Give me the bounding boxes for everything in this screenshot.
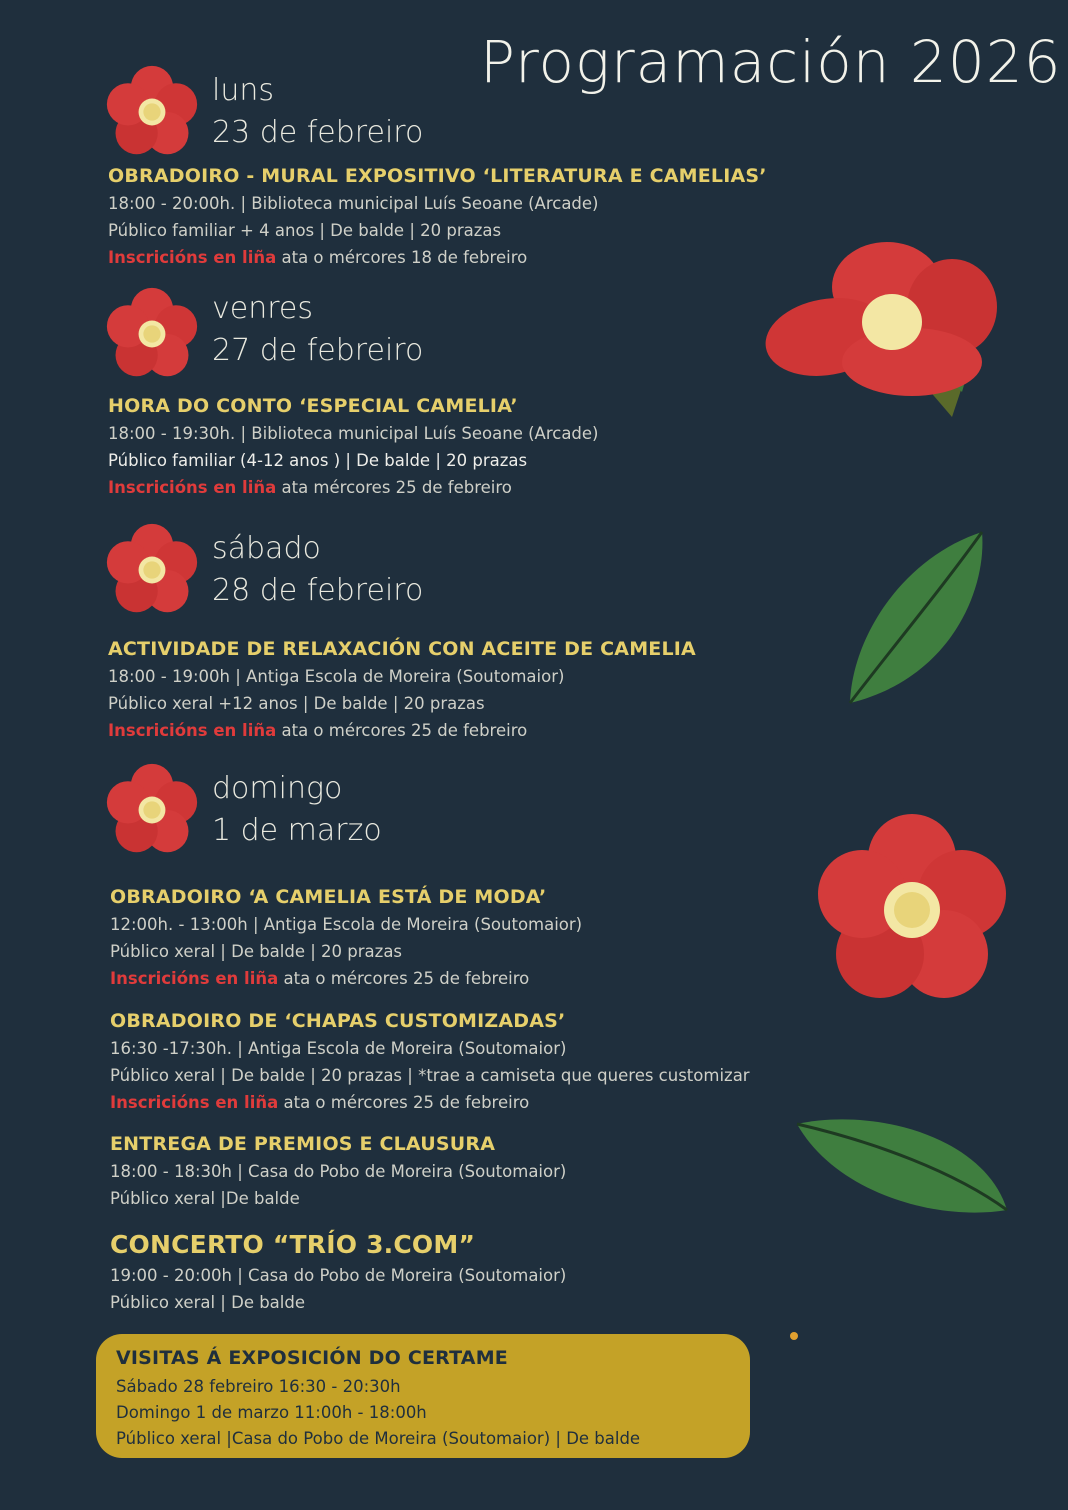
registration-link[interactable]: Inscricións en liña	[108, 248, 277, 267]
day-date: 28 de febreiro	[212, 573, 424, 608]
camellia-flower-icon	[104, 522, 200, 618]
camellia-flower-icon	[104, 762, 200, 858]
page-title: Programación 2026	[480, 28, 1062, 96]
registration-link[interactable]: Inscricións en liña	[108, 721, 277, 740]
day-weekday: luns	[212, 73, 274, 108]
visits-line: Público xeral |Casa do Pobo de Moreira (Soutomaior) | De balde	[116, 1429, 641, 1448]
event-block	[108, 162, 767, 271]
camellia-leaf-icon	[795, 1112, 1010, 1217]
day-date: 23 de febreiro	[212, 115, 424, 150]
registration-link[interactable]: Inscricións en liña	[110, 1093, 279, 1112]
day-heading	[212, 528, 423, 612]
registration-link[interactable]: Inscricións en liña	[110, 969, 279, 988]
event-block	[110, 1130, 566, 1212]
event-registration	[110, 1089, 750, 1116]
event-audience: Público familiar (4-12 anos ) | De balde | 20 prazas	[108, 451, 528, 470]
event-registration	[108, 717, 696, 744]
day-date: 1 de marzo	[212, 813, 382, 848]
day-heading	[212, 768, 382, 852]
event-title: ENTREGA DE PREMIOS E CLAUSURA	[110, 1133, 496, 1155]
day-heading	[212, 70, 423, 154]
event-block	[108, 635, 696, 744]
event-title: HORA DO CONTO ‘ESPECIAL CAMELIA’	[108, 395, 518, 417]
event-block	[110, 883, 582, 992]
dot-icon	[788, 1330, 800, 1342]
day-weekday: sábado	[212, 531, 321, 566]
event-title: ACTIVIDADE DE RELAXACIÓN CON ACEITE DE CAMELIA	[108, 638, 696, 660]
event-audience: Público familiar + 4 anos | De balde | 20 prazas	[108, 221, 502, 240]
camellia-flower-large-icon	[808, 810, 1016, 1010]
visits-line: Domingo 1 de marzo 11:00h - 18:00h	[116, 1403, 427, 1422]
registration-deadline: ata o mércores 25 de febreiro	[278, 969, 530, 988]
event-audience: Público xeral | De balde	[110, 1293, 306, 1312]
registration-deadline: ata o mércores 18 de febreiro	[276, 248, 528, 267]
event-title: OBRADOIRO ‘A CAMELIA ESTÁ DE MODA’	[110, 886, 547, 908]
event-title: OBRADOIRO DE ‘CHAPAS CUSTOMIZADAS’	[110, 1010, 566, 1032]
event-registration	[110, 965, 582, 992]
camellia-leaf-icon	[842, 528, 987, 706]
event-time: 18:00 - 19:30h. | Biblioteca municipal Luís Seoane (Arcade)	[108, 424, 599, 443]
day-heading	[212, 288, 423, 372]
event-registration	[108, 244, 767, 271]
day-date: 27 de febreiro	[212, 333, 424, 368]
event-title: CONCERTO “TRÍO 3.COM”	[110, 1230, 476, 1259]
event-audience: Público xeral +12 anos | De balde | 20 prazas	[108, 694, 485, 713]
registration-deadline: ata o mércores 25 de febreiro	[278, 1093, 530, 1112]
day-weekday: domingo	[212, 771, 343, 806]
event-time: 18:00 - 20:00h. | Biblioteca municipal Luís Seoane (Arcade)	[108, 194, 599, 213]
event-time: 19:00 - 20:00h | Casa do Pobo de Moreira (Soutomaior)	[110, 1266, 567, 1285]
event-time: 16:30 -17:30h. | Antiga Escola de Moreira (Soutomaior)	[110, 1039, 567, 1058]
registration-link[interactable]: Inscricións en liña	[108, 478, 277, 497]
event-time: 12:00h. - 13:00h | Antiga Escola de Moreira (Soutomaior)	[110, 915, 583, 934]
event-time: 18:00 - 18:30h | Casa do Pobo de Moreira (Soutomaior)	[110, 1162, 567, 1181]
registration-deadline: ata mércores 25 de febreiro	[276, 478, 512, 497]
event-registration	[108, 474, 599, 501]
visits-line: Sábado 28 febreiro 16:30 - 20:30h	[116, 1377, 401, 1396]
camellia-flower-icon	[104, 286, 200, 382]
event-audience: Público xeral |De balde	[110, 1189, 300, 1208]
event-audience: Público xeral | De balde | 20 prazas | *trae a camiseta que queres customizar	[110, 1066, 750, 1085]
event-audience: Público xeral | De balde | 20 prazas	[110, 942, 403, 961]
registration-deadline: ata o mércores 25 de febreiro	[276, 721, 528, 740]
camellia-flower-side-icon	[762, 232, 1002, 422]
day-weekday: venres	[212, 291, 313, 326]
event-block	[110, 1007, 750, 1116]
event-time: 18:00 - 19:00h | Antiga Escola de Moreira (Soutomaior)	[108, 667, 565, 686]
camellia-flower-icon	[104, 64, 200, 160]
event-title: OBRADOIRO - MURAL EXPOSITIVO ‘LITERATURA E CAMELIAS’	[108, 165, 767, 187]
visits-box	[96, 1334, 750, 1458]
event-block	[110, 1228, 566, 1316]
event-block	[108, 392, 599, 501]
visits-title: VISITAS Á EXPOSICIÓN DO CERTAME	[116, 1347, 508, 1369]
